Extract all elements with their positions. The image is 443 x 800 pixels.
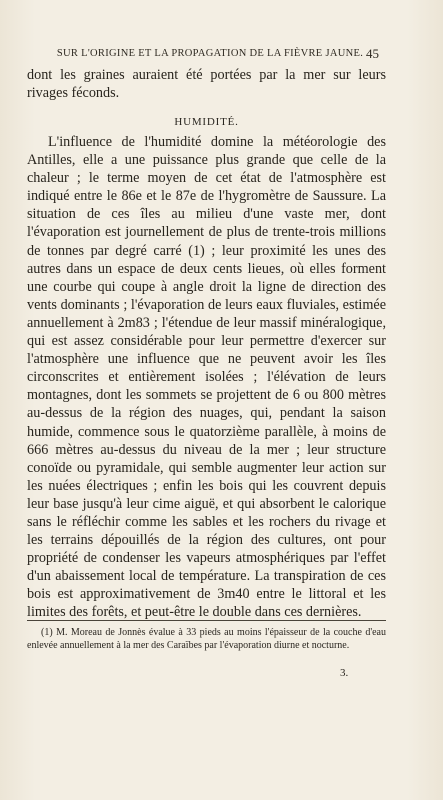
signature-mark: 3.: [340, 667, 349, 679]
section-heading: HUMIDITÉ.: [174, 116, 239, 128]
continued-paragraph: dont les graines auraient été portées par la mer sur leurs rivages féconds.: [27, 67, 386, 102]
footnote: (1) M. Moreau de Jonnès évalue à 33 pieds au moins l'épaisseur de la couche d'eau enlevée annuellement à la mer des Caraïbes par l'évaporation diurne et nocturne.: [27, 627, 386, 652]
page-number: 45: [366, 46, 379, 61]
main-paragraph: L'influence de l'humidité domine la météorologie des Antilles, elle a une puissance plus grande que celle de la chaleur ; le terme moyen de cet état de l'atmosphère est indiqué entre le 86e et le 87e de l'hygromètre de Saussure. La situation de ces îles au milieu d'une vaste mer, dont l'évaporation est journellement de plus de trente-trois millions de tonnes par degré carré (1) ; leur proximité les unes des autres dans un espace de deux cents lieues, où elles forment une courbe qui coupe à angle droit la ligne de direction des vents dominants ; l'évaporation de leurs eaux fluviales, estimée annuellement à 2m83 ; l'étendue de leur massif minéralogique, qui est assez considérable pour leur permettre d'exercer sur l'atmosphère une influence que ne peuvent avoir les îles circonscrites et entièrement isolées ; l'élévation de leurs montagnes, dont les sommets se projettent de 6 ou 800 mètres au-dessus de la région des nuages, qui, pendant la saison humide, commence sous le quatorzième parallèle, à moins de 666 mètres au-dessus du niveau de la mer ; leur structure conoïde ou pyramidale, qui semble augmenter leur action sur les nuées électriques ; enfin les bois qui les couvrent depuis leur base jusqu'à leur cime aiguë, et qui absorbent le calorique sans le réfléchir comme les sables et les rochers du rivage et les terrains dépouillés de la région des cultures, ont pour propriété de condenser les vapeurs atmosphériques par l'effet d'un abaissement local de température. La transpiration de ces bois est approximativement de 3m40 entre le littoral et les limites des forêts, et peut-être le double dans ces dernières.: [27, 134, 386, 621]
running-header: SUR L'ORIGINE ET LA PROPAGATION DE LA FIÈVRE JAUNE.: [56, 48, 364, 59]
footnote-divider: [27, 620, 386, 621]
